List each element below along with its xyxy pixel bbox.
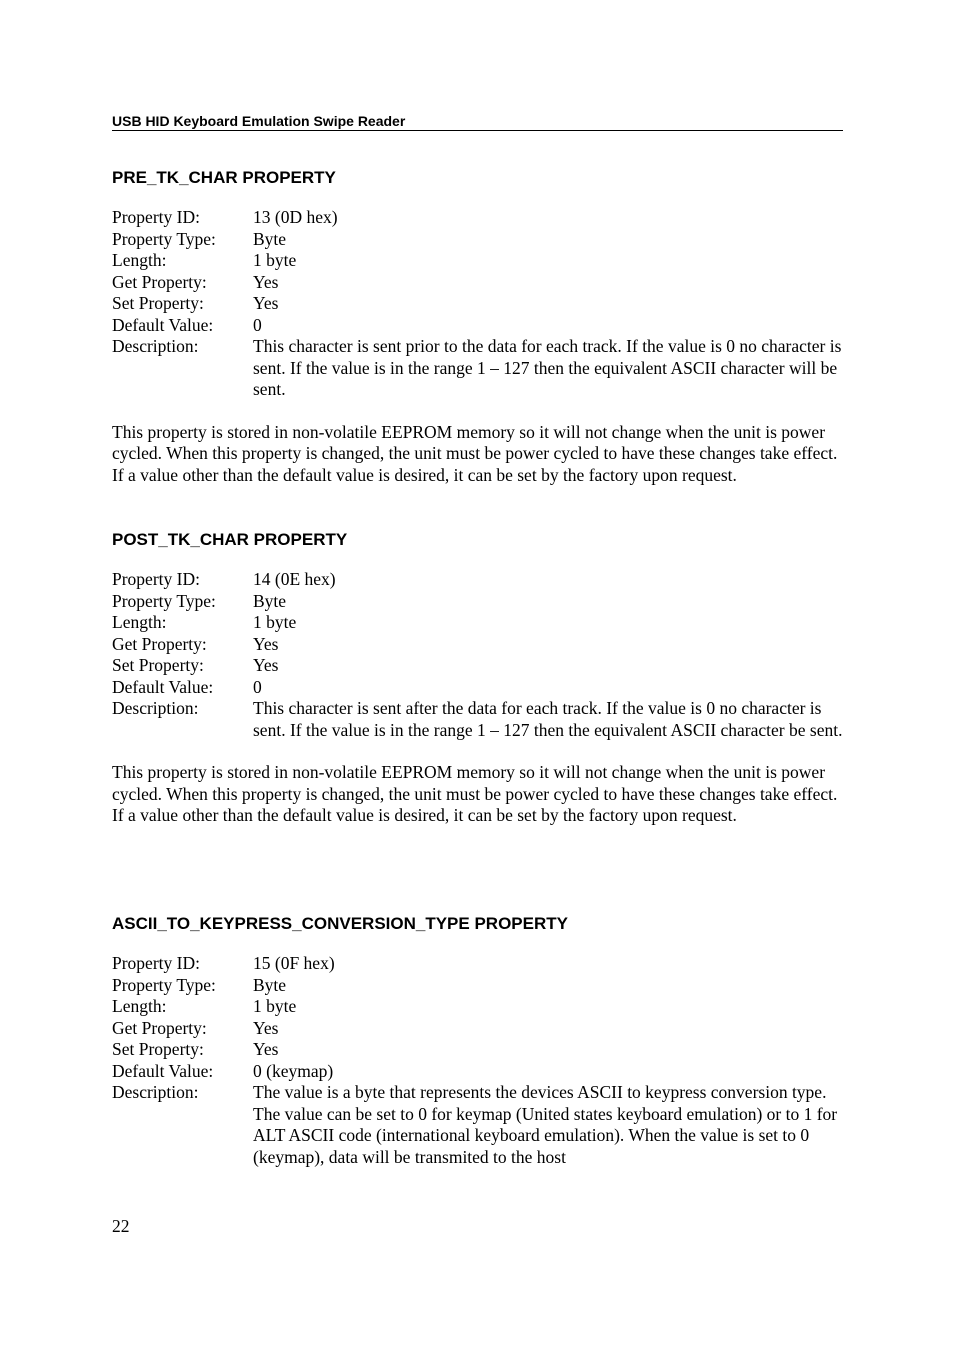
property-row	[112, 336, 843, 401]
property-row	[112, 612, 843, 634]
property-row	[112, 1018, 843, 1040]
property-value: Byte	[253, 228, 287, 249]
property-label: Property ID:	[112, 953, 200, 973]
property-value: The value is a byte that represents the devices ASCII to keypress conversion type. The value can be set to 0 for keymap (United states keyboard emulation) or to 1 for ALT ASCII code (international keyboard emulation). When the value is set to 0 (keymap), data will be transmited to the host	[253, 1082, 838, 1167]
property-value: 1 byte	[253, 250, 297, 270]
running-header: USB HID Keyboard Emulation Swipe Reader	[112, 113, 843, 131]
property-value: 1 byte	[253, 996, 297, 1016]
property-row	[112, 591, 843, 613]
property-label: Property ID:	[112, 207, 200, 227]
property-label: Default Value:	[112, 1060, 214, 1081]
property-row	[112, 207, 843, 229]
property-table	[112, 953, 843, 1168]
section-pre-tk-char	[112, 168, 843, 486]
property-label: Length:	[112, 996, 167, 1016]
section-ascii-to-keypress	[112, 914, 843, 1168]
property-value: Yes	[253, 633, 279, 654]
property-row	[112, 698, 843, 741]
property-value: Yes	[253, 1017, 279, 1038]
property-value: Yes	[253, 655, 279, 675]
property-row	[112, 293, 843, 315]
property-row	[112, 250, 843, 272]
property-value: 0 (keymap)	[253, 1060, 334, 1081]
property-value: Yes	[253, 271, 279, 292]
property-row	[112, 1082, 843, 1168]
property-label: Get Property:	[112, 633, 207, 654]
property-value: This character is sent after the data for each track. If the value is 0 no character is sent. If the value is in the range 1 – 127 then the equivalent ASCII character be sent.	[253, 698, 843, 740]
property-row	[112, 315, 843, 337]
property-label: Set Property:	[112, 293, 204, 313]
property-label: Set Property:	[112, 655, 204, 675]
property-value: 13 (0D hex)	[253, 207, 338, 227]
section-heading: ASCII_TO_KEYPRESS_CONVERSION_TYPE PROPERTY	[112, 914, 568, 933]
property-row	[112, 996, 843, 1018]
property-value: This character is sent prior to the data for each track. If the value is 0 no character is sent. If the value is in the range 1 – 127 then the equivalent ASCII character will be sent.	[253, 336, 842, 399]
property-row	[112, 569, 843, 591]
property-label: Default Value:	[112, 314, 214, 335]
property-row	[112, 975, 843, 997]
property-label: Length:	[112, 612, 167, 632]
property-value: Byte	[253, 974, 287, 995]
property-label: Property Type:	[112, 228, 216, 249]
storage-note: This property is stored in non-volatile EEPROM memory so it will not change when the unit is power cycled. When this property is changed, the unit must be power cycled to have these changes take effect. If a value other than the default value is desired, it can be set by the factory upon request.	[112, 762, 838, 825]
property-value: Yes	[253, 1039, 279, 1059]
property-table	[112, 569, 843, 741]
property-label: Description:	[112, 336, 199, 356]
property-value: Yes	[253, 293, 279, 313]
property-label: Property Type:	[112, 590, 216, 611]
property-row	[112, 1061, 843, 1083]
property-row	[112, 655, 843, 677]
section-heading: POST_TK_CHAR PROPERTY	[112, 530, 348, 549]
property-value: Byte	[253, 590, 287, 611]
property-row	[112, 229, 843, 251]
property-value: 0	[253, 676, 262, 697]
property-row	[112, 953, 843, 975]
property-label: Description:	[112, 1082, 199, 1102]
property-value: 14 (0E hex)	[253, 569, 336, 589]
section-heading: PRE_TK_CHAR PROPERTY	[112, 168, 336, 187]
property-value: 1 byte	[253, 612, 297, 632]
property-row	[112, 677, 843, 699]
property-label: Description:	[112, 698, 199, 718]
property-label: Length:	[112, 250, 167, 270]
storage-note: This property is stored in non-volatile EEPROM memory so it will not change when the unit is power cycled. When this property is changed, the unit must be power cycled to have these changes take effect. If a value other than the default value is desired, it can be set by the factory upon request.	[112, 421, 838, 485]
property-value: 15 (0F hex)	[253, 953, 335, 973]
property-label: Default Value:	[112, 676, 214, 697]
property-label: Property ID:	[112, 569, 200, 589]
property-label: Get Property:	[112, 1017, 207, 1038]
property-table	[112, 207, 843, 401]
property-row	[112, 272, 843, 294]
section-post-tk-char	[112, 530, 843, 827]
property-row	[112, 1039, 843, 1061]
property-label: Set Property:	[112, 1039, 204, 1059]
property-label: Get Property:	[112, 271, 207, 292]
property-value: 0	[253, 314, 262, 335]
property-label: Property Type:	[112, 974, 216, 995]
property-row	[112, 634, 843, 656]
page-number: 22	[112, 1216, 130, 1236]
